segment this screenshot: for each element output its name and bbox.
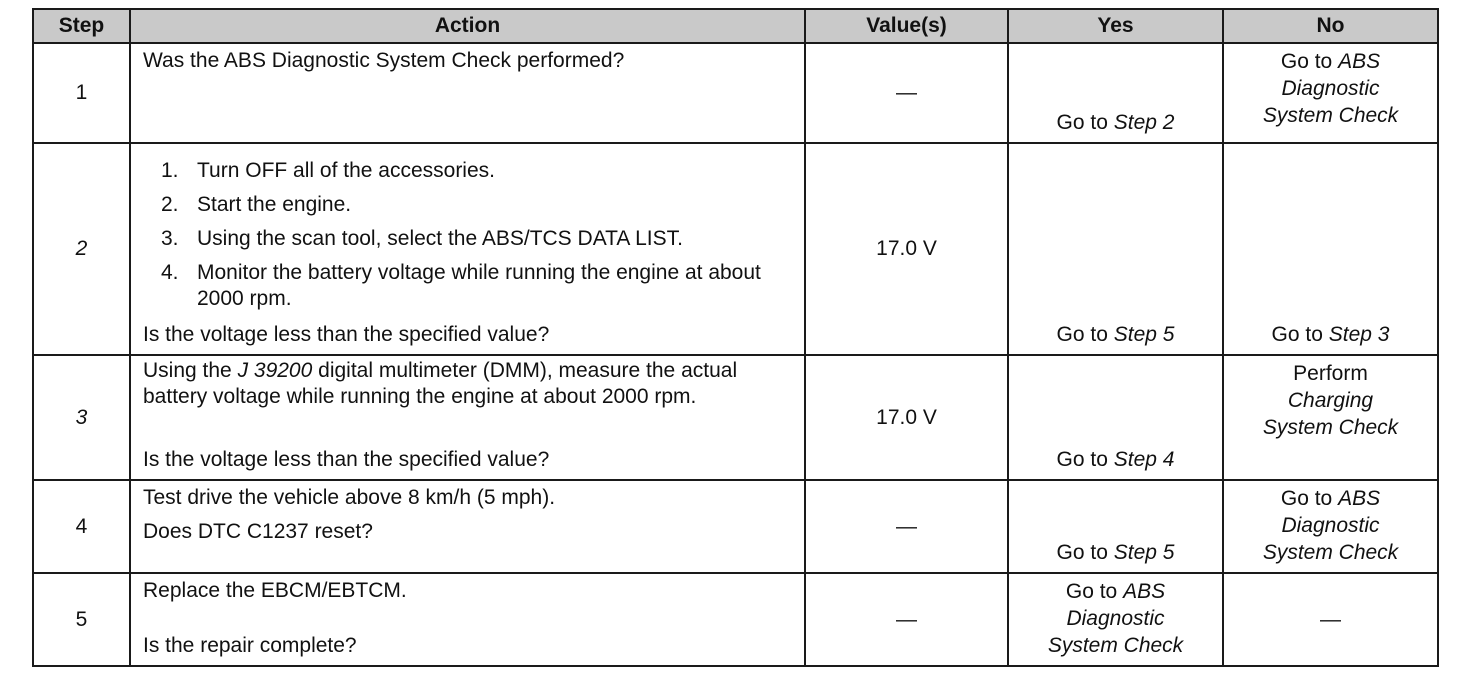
header-yes: Yes [1008, 9, 1223, 43]
no-cell [1223, 43, 1438, 143]
value-cell: — [805, 43, 1008, 143]
yes-link-step[interactable]: Step 2 [1113, 111, 1175, 134]
no-link-line[interactable]: Diagnostic [1281, 77, 1380, 100]
action-question: Is the repair complete? [143, 634, 357, 657]
no-prefix: Go to [1271, 323, 1323, 346]
action-question: Does DTC C1237 reset? [143, 520, 373, 543]
no-link-line[interactable]: ABS [1338, 50, 1381, 73]
no-prefix: Go to [1280, 50, 1333, 73]
no-link-line[interactable]: System Check [1262, 416, 1399, 439]
action-question: Is the voltage less than the specified value? [143, 448, 550, 471]
yes-link-line[interactable]: Diagnostic [1066, 607, 1165, 630]
table-row [33, 480, 1438, 573]
step-number: 4 [33, 480, 130, 573]
yes-cell [1008, 355, 1223, 480]
yes-cell [1008, 43, 1223, 143]
yes-cell [1008, 573, 1223, 666]
step-number: 1 [33, 43, 130, 143]
header-step: Step [33, 9, 130, 43]
action-cell [130, 143, 805, 355]
step-number: 5 [33, 573, 130, 666]
yes-link-step[interactable]: Step 5 [1113, 541, 1175, 564]
list-item: 2. Start the engine. [161, 193, 352, 216]
header-values: Value(s) [805, 9, 1008, 43]
yes-cell [1008, 480, 1223, 573]
step-number: 3 [33, 355, 130, 480]
value-cell: — [805, 480, 1008, 573]
action-cell [130, 355, 805, 480]
table-header-row [33, 9, 1438, 43]
no-link-line[interactable]: ABS [1338, 487, 1381, 510]
yes-link-line[interactable]: System Check [1047, 634, 1184, 657]
tool-name: J 39200 [237, 359, 313, 382]
yes-prefix: Go to [1056, 111, 1108, 134]
table-row [33, 573, 1438, 666]
yes-link-step[interactable]: Step 5 [1113, 323, 1175, 346]
header-action: Action [130, 9, 805, 43]
action-steps-list [161, 158, 792, 312]
list-item: 1. Turn OFF all of the accessories. [161, 159, 495, 182]
no-link-step[interactable]: Step 3 [1328, 323, 1390, 346]
no-cell [1223, 355, 1438, 480]
no-cell: — [1223, 573, 1438, 666]
no-link-line[interactable]: Charging [1287, 389, 1374, 412]
yes-prefix: Go to [1056, 448, 1108, 471]
header-no: No [1223, 9, 1438, 43]
action-text: Replace the EBCM/EBTCM. [143, 579, 407, 602]
action-text: Was the ABS Diagnostic System Check performed? [143, 49, 625, 72]
table-row [33, 355, 1438, 480]
list-item: 3. Using the scan tool, select the ABS/TCS DATA LIST. [161, 227, 683, 250]
table-row [33, 143, 1438, 355]
no-link-line[interactable]: System Check [1262, 104, 1399, 127]
yes-prefix: Go to [1056, 541, 1108, 564]
value-cell: — [805, 573, 1008, 666]
action-text: Using the J 39200 digital multimeter (DMM), measure the actual battery voltage while running the engine at about 2000 rpm. [143, 359, 738, 408]
yes-link-step[interactable]: Step 4 [1113, 448, 1175, 471]
action-cell [130, 480, 805, 573]
no-cell [1223, 480, 1438, 573]
action-cell [130, 573, 805, 666]
value-cell: 17.0 V [805, 355, 1008, 480]
yes-cell [1008, 143, 1223, 355]
no-prefix: Perform [1293, 362, 1368, 385]
action-text: Test drive the vehicle above 8 km/h (5 mph). [143, 486, 556, 509]
no-link-line[interactable]: Diagnostic [1281, 514, 1380, 537]
no-prefix: Go to [1280, 487, 1333, 510]
action-cell [130, 43, 805, 143]
yes-prefix: Go to [1065, 580, 1118, 603]
step-number: 2 [33, 143, 130, 355]
no-cell [1223, 143, 1438, 355]
list-item: 4. Monitor the battery voltage while running the engine at about 2000 rpm. [161, 261, 761, 310]
diagnostic-table [32, 8, 1439, 667]
value-cell: 17.0 V [805, 143, 1008, 355]
yes-link-line[interactable]: ABS [1123, 580, 1166, 603]
table-row [33, 43, 1438, 143]
no-link-line[interactable]: System Check [1262, 541, 1399, 564]
yes-prefix: Go to [1056, 323, 1108, 346]
action-question: Is the voltage less than the specified value? [143, 323, 550, 346]
